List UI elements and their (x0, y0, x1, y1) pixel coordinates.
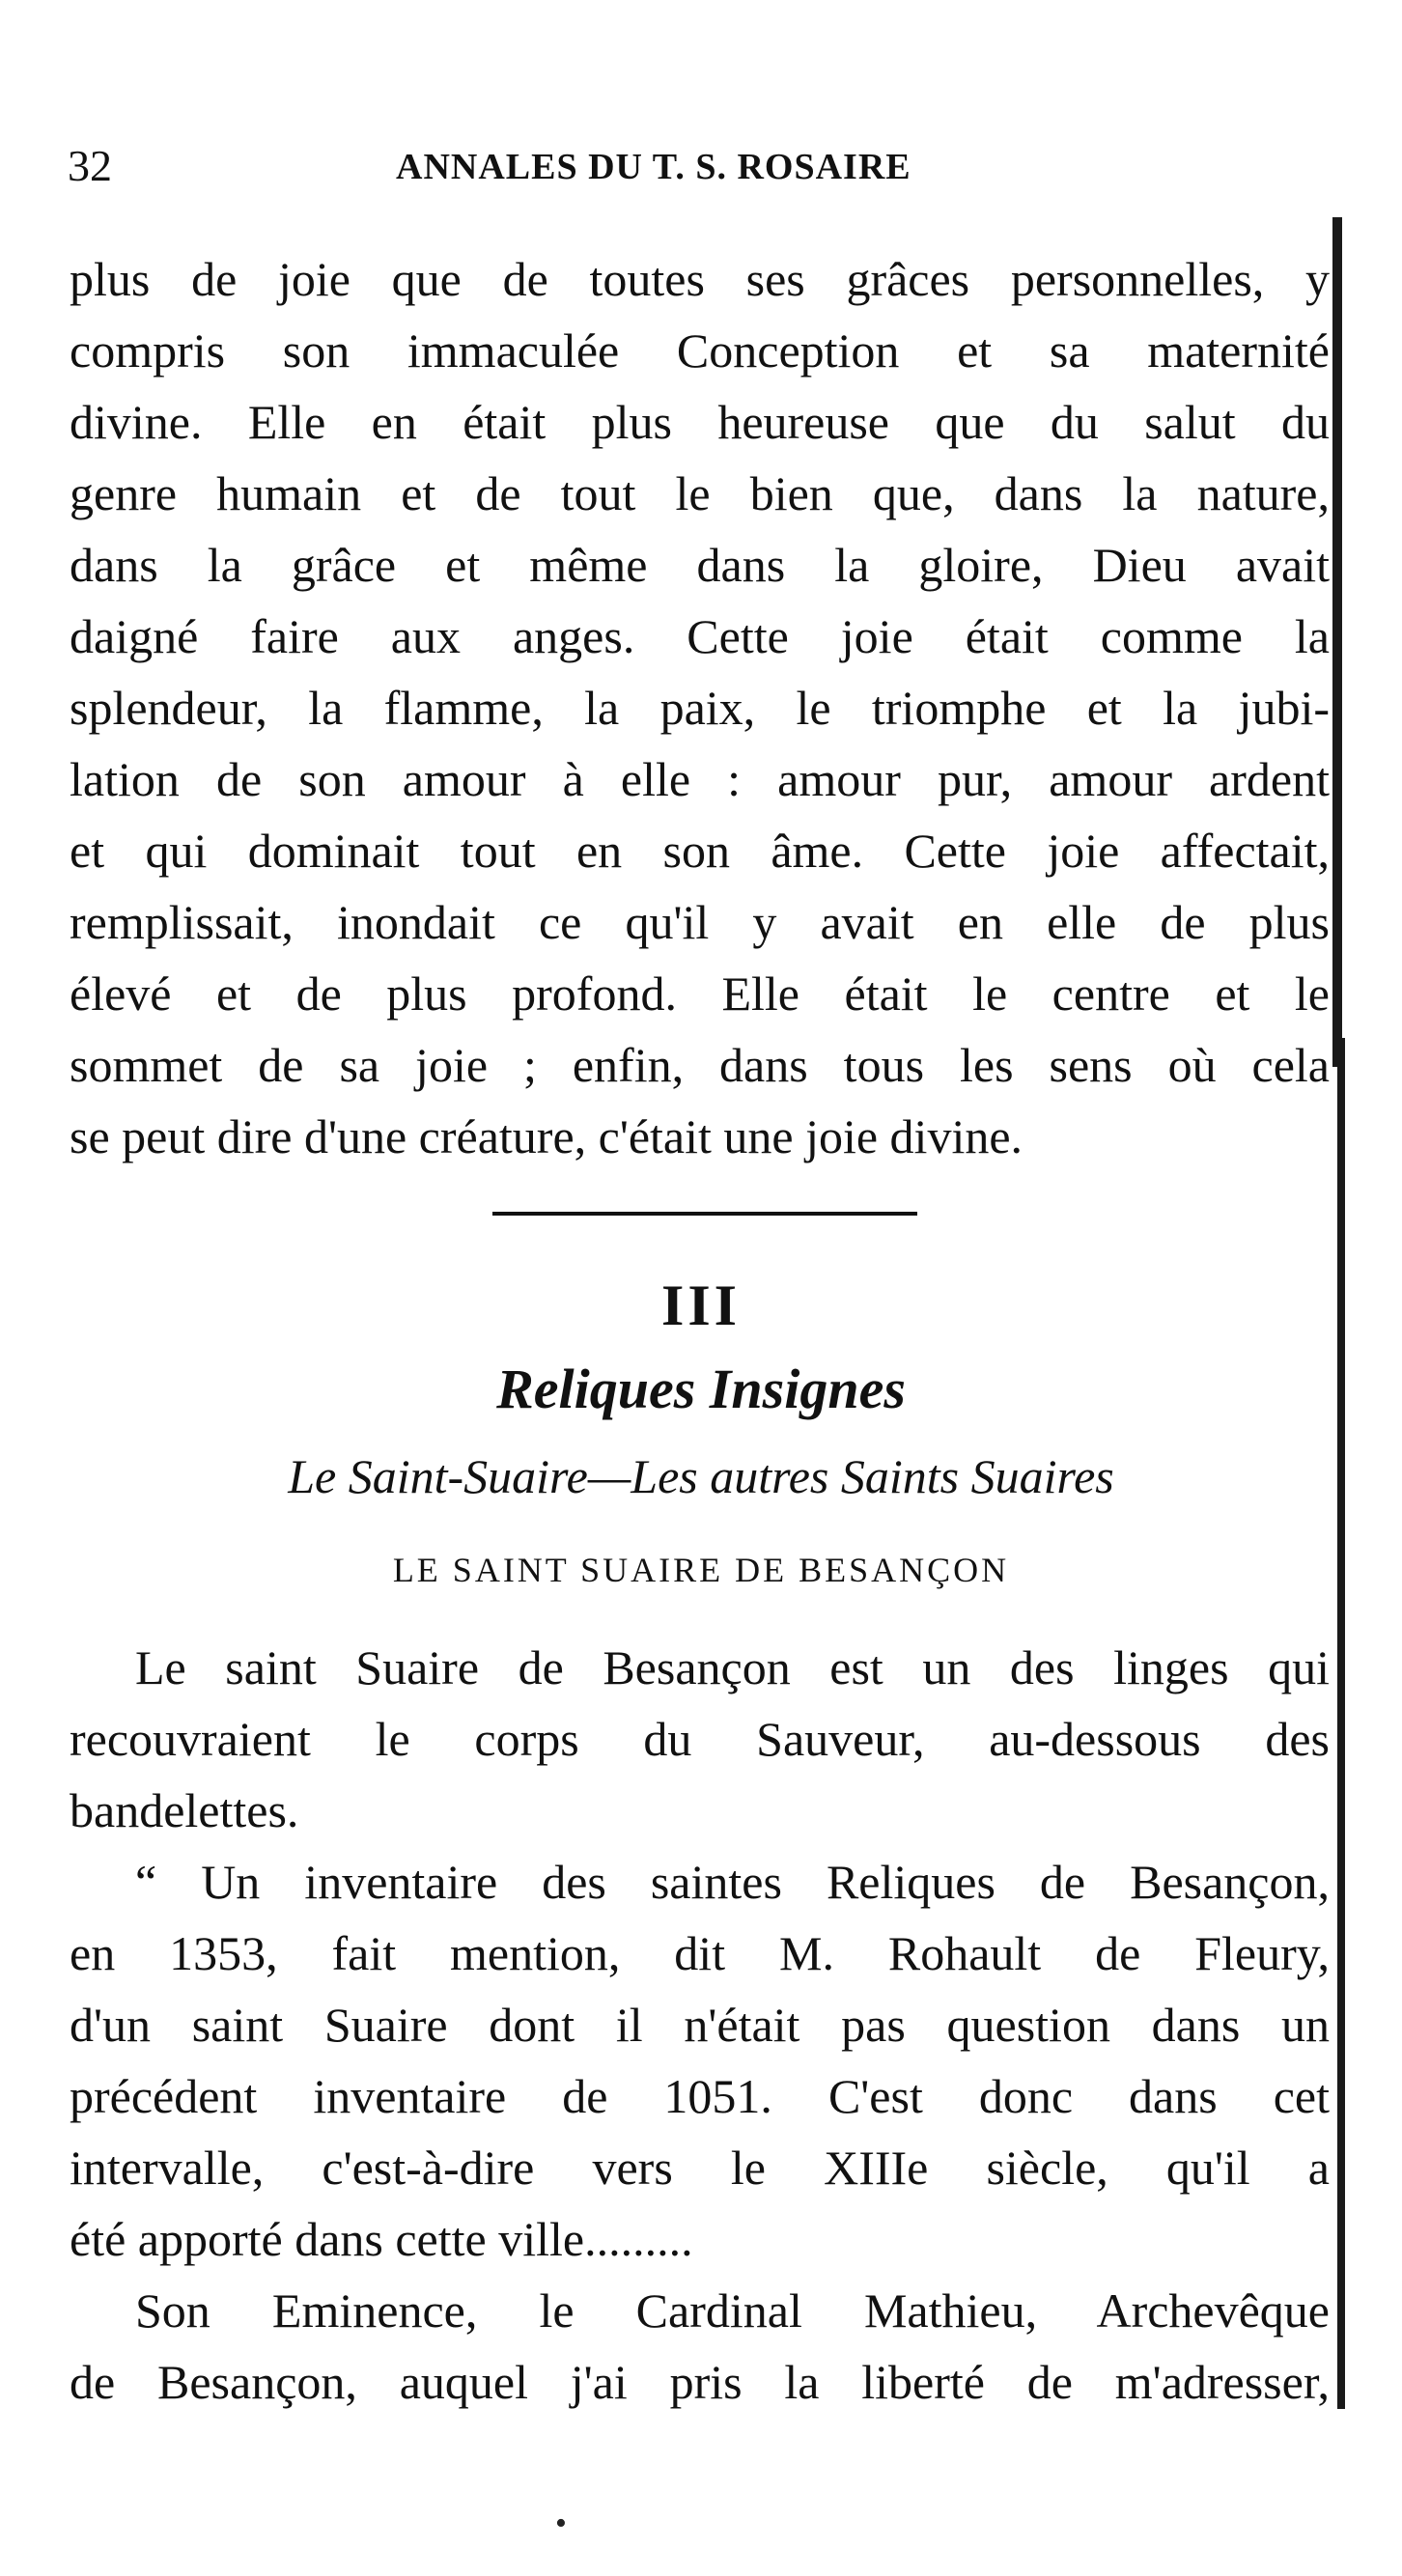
text-line: et qui dominait tout en son âme. Cette joie affectait, (70, 824, 1330, 878)
section-divider-rule (492, 1212, 917, 1216)
text-line: Son Eminence, le Cardinal Mathieu, Archevêque (135, 2283, 1330, 2338)
text-line: Le saint Suaire de Besançon est un des linges qui (135, 1640, 1330, 1694)
paragraph-joie (70, 243, 1330, 1172)
text-line: genre humain et de tout le bien que, dans la nature, (70, 466, 1330, 520)
page-header (68, 140, 1342, 208)
page-number: 32 (68, 141, 112, 190)
text-line: d'un saint Suaire dont il n'était pas question dans un (70, 1998, 1330, 2052)
text-line: lation de son amour à elle : amour pur, amour ardent (70, 752, 1330, 806)
running-head: ANNALES DU T. S. ROSAIRE (396, 147, 911, 187)
section-number: III (660, 1274, 742, 1337)
text-line: recouvraient le corps du Sauveur, au-dessous des (70, 1712, 1330, 1766)
text-line: dans la grâce et même dans la gloire, Dieu avait (70, 538, 1330, 592)
ink-speck: • (555, 2506, 567, 2541)
binding-edge-shadow (1332, 217, 1342, 1067)
paragraph-saint-suaire (70, 1632, 1330, 2418)
text-line: été apporté dans cette ville......... (70, 2212, 693, 2266)
text-line: remplissait, inondait ce qu'il y avait en elle de plus (70, 895, 1330, 949)
text-line: daigné faire aux anges. Cette joie était comme la (70, 609, 1330, 663)
text-line: précédent inventaire de 1051. C'est donc dans cet (70, 2069, 1330, 2123)
text-line: élevé et de plus profond. Elle était le centre et le (70, 966, 1330, 1021)
text-line: de Besançon, auquel j'ai pris la liberté de m'adresser, (70, 2355, 1330, 2409)
text-line: divine. Elle en était plus heureuse que du salut du (70, 395, 1330, 449)
text-line: compris son immaculée Conception et sa maternité (70, 323, 1330, 378)
section-heading: LE SAINT SUAIRE DE BESANÇON (392, 1551, 1010, 1589)
text-line: plus de joie que de toutes ses grâces personnelles, y (70, 252, 1330, 306)
text-line: bandelettes. (70, 1783, 299, 1837)
text-line: intervalle, c'est-à-dire vers le XIIIe siècle, qu'il a (70, 2141, 1330, 2195)
text-line: en 1353, fait mention, dit M. Rohault de Fleury, (70, 1926, 1330, 1980)
text-line: splendeur, la flamme, la paix, le triomphe et la jubi- (70, 681, 1330, 735)
section-title: Reliques Insignes (496, 1358, 906, 1420)
section-subtitle: Le Saint-Suaire—Les autres Saints Suaires (288, 1449, 1114, 1503)
text-line: sommet de sa joie ; enfin, dans tous les sens où cela (70, 1038, 1330, 1092)
text-line: “ Un inventaire des saintes Reliques de Besançon, (135, 1855, 1330, 1909)
binding-edge-shadow (1337, 1038, 1345, 2409)
text-line: se peut dire d'une créature, c'était une joie divine. (70, 1109, 1023, 1163)
